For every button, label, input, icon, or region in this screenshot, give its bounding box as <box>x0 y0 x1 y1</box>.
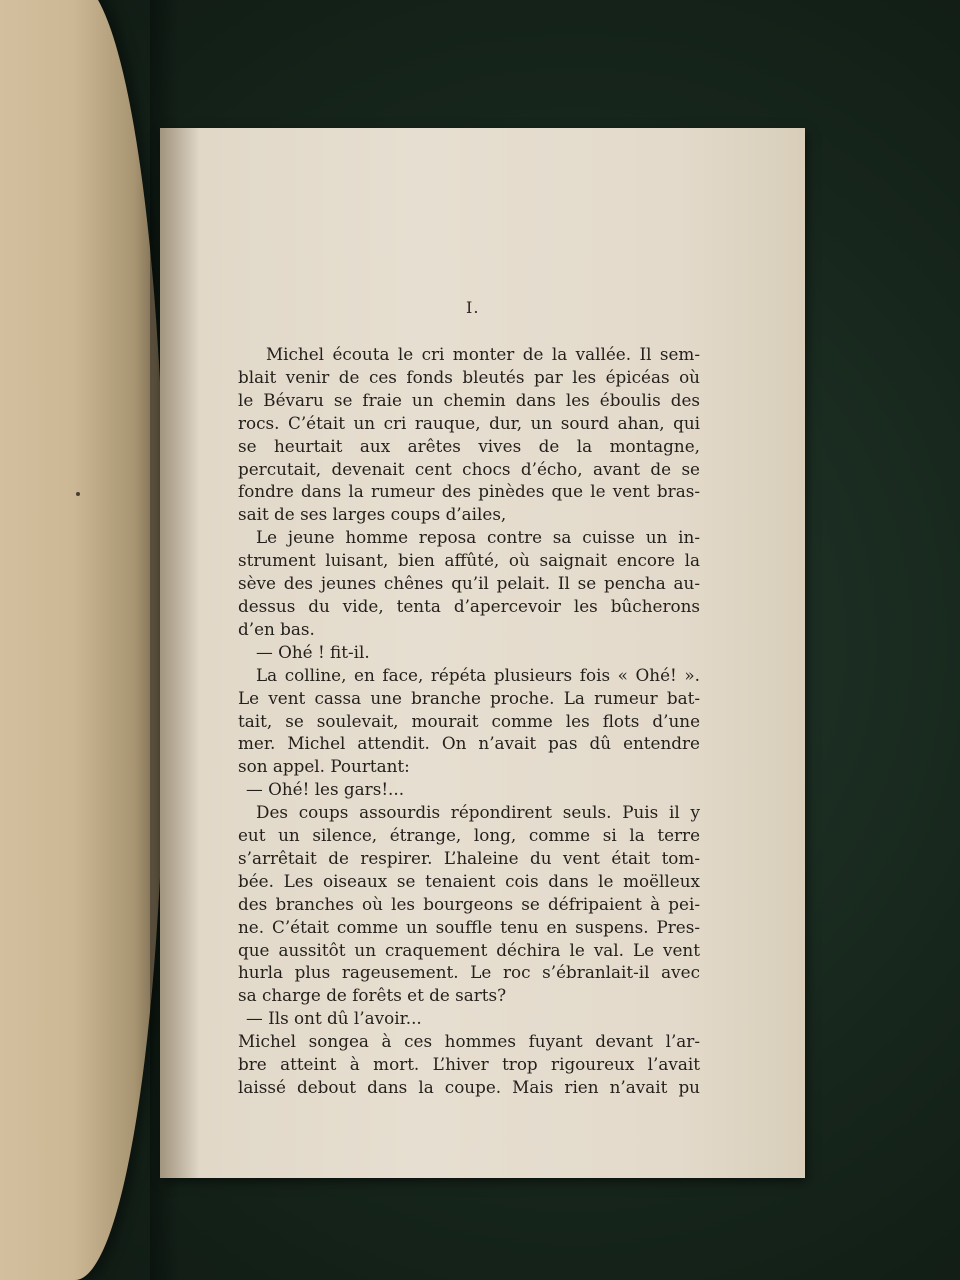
text-line: sait de ses larges coups d’ailes, <box>238 504 507 525</box>
text-line: bée. Les oiseaux se tenaient cois dans le moëlleux <box>238 870 700 891</box>
text-line: son appel. Pourtant: <box>238 756 410 777</box>
text-line: blait venir de ces fonds bleutés par les épicéas où <box>238 366 700 387</box>
text-line: rocs. C’était un cri rauque, dur, un sourd ahan, qui <box>238 412 700 433</box>
text-line: Le jeune homme reposa contre sa cuisse un in- <box>256 527 700 548</box>
text-line: percutait, devenait cent chocs d’écho, avant de se <box>238 458 700 479</box>
text-line: La colline, en face, répéta plusieurs fois « Ohé! ». <box>256 664 700 685</box>
chapter-number: I. <box>466 298 480 317</box>
left-page <box>0 0 165 1280</box>
text-line: le Bévaru se fraie un chemin dans les éboulis des <box>238 389 700 410</box>
text-line: des branches où les bourgeons se défripaient à pei- <box>238 893 700 914</box>
text-line: hurla plus rageusement. Le roc s’ébranlait-il avec <box>238 962 700 983</box>
text-line: eut un silence, étrange, long, comme si la terre <box>238 825 700 846</box>
text-line: — Ohé ! fit-il. <box>256 641 370 662</box>
text-line: tait, se soulevait, mourait comme les flots d’une <box>238 710 700 731</box>
text-line: laissé debout dans la coupe. Mais rien n’avait pu <box>238 1077 700 1097</box>
text-line: sève des jeunes chênes qu’il pelait. Il se pencha au- <box>238 573 700 594</box>
text-line: strument luisant, bien affûté, où saignait encore la <box>238 550 700 571</box>
text-line: — Ils ont dû l’avoir... <box>246 1008 422 1029</box>
text-line: Le vent cassa une branche proche. La rumeur bat- <box>238 687 700 708</box>
text-line: Michel écouta le cri monter de la vallée. Il sem- <box>266 344 700 364</box>
text-line: s’arrêtait de respirer. L’haleine du vent était tom- <box>238 847 700 868</box>
text-line: dessus du vide, tenta d’apercevoir les bûcherons <box>238 595 700 616</box>
text-line: d’en bas. <box>238 618 315 639</box>
paper-speck <box>76 492 80 496</box>
text-line: Des coups assourdis répondirent seuls. Puis il y <box>256 802 700 823</box>
text-line: — Ohé! les gars!... <box>246 779 405 800</box>
text-line: sa charge de forêts et de sarts? <box>238 985 507 1006</box>
text-line: bre atteint à mort. L’hiver trop rigoureux l’avait <box>238 1054 700 1075</box>
text-line: se heurtait aux arêtes vives de la montagne, <box>238 435 700 456</box>
text-line: fondre dans la rumeur des pinèdes que le vent bras- <box>238 481 700 502</box>
text-line: Michel songea à ces hommes fuyant devant l’ar- <box>238 1031 700 1052</box>
text-line: que aussitôt un craquement déchira le val. Le vent <box>238 939 700 960</box>
text-line: ne. C’était comme un souffle tenu en suspens. Pres- <box>238 916 700 937</box>
text-line: mer. Michel attendit. On n’avait pas dû entendre <box>238 733 700 754</box>
body-text <box>238 343 700 1099</box>
